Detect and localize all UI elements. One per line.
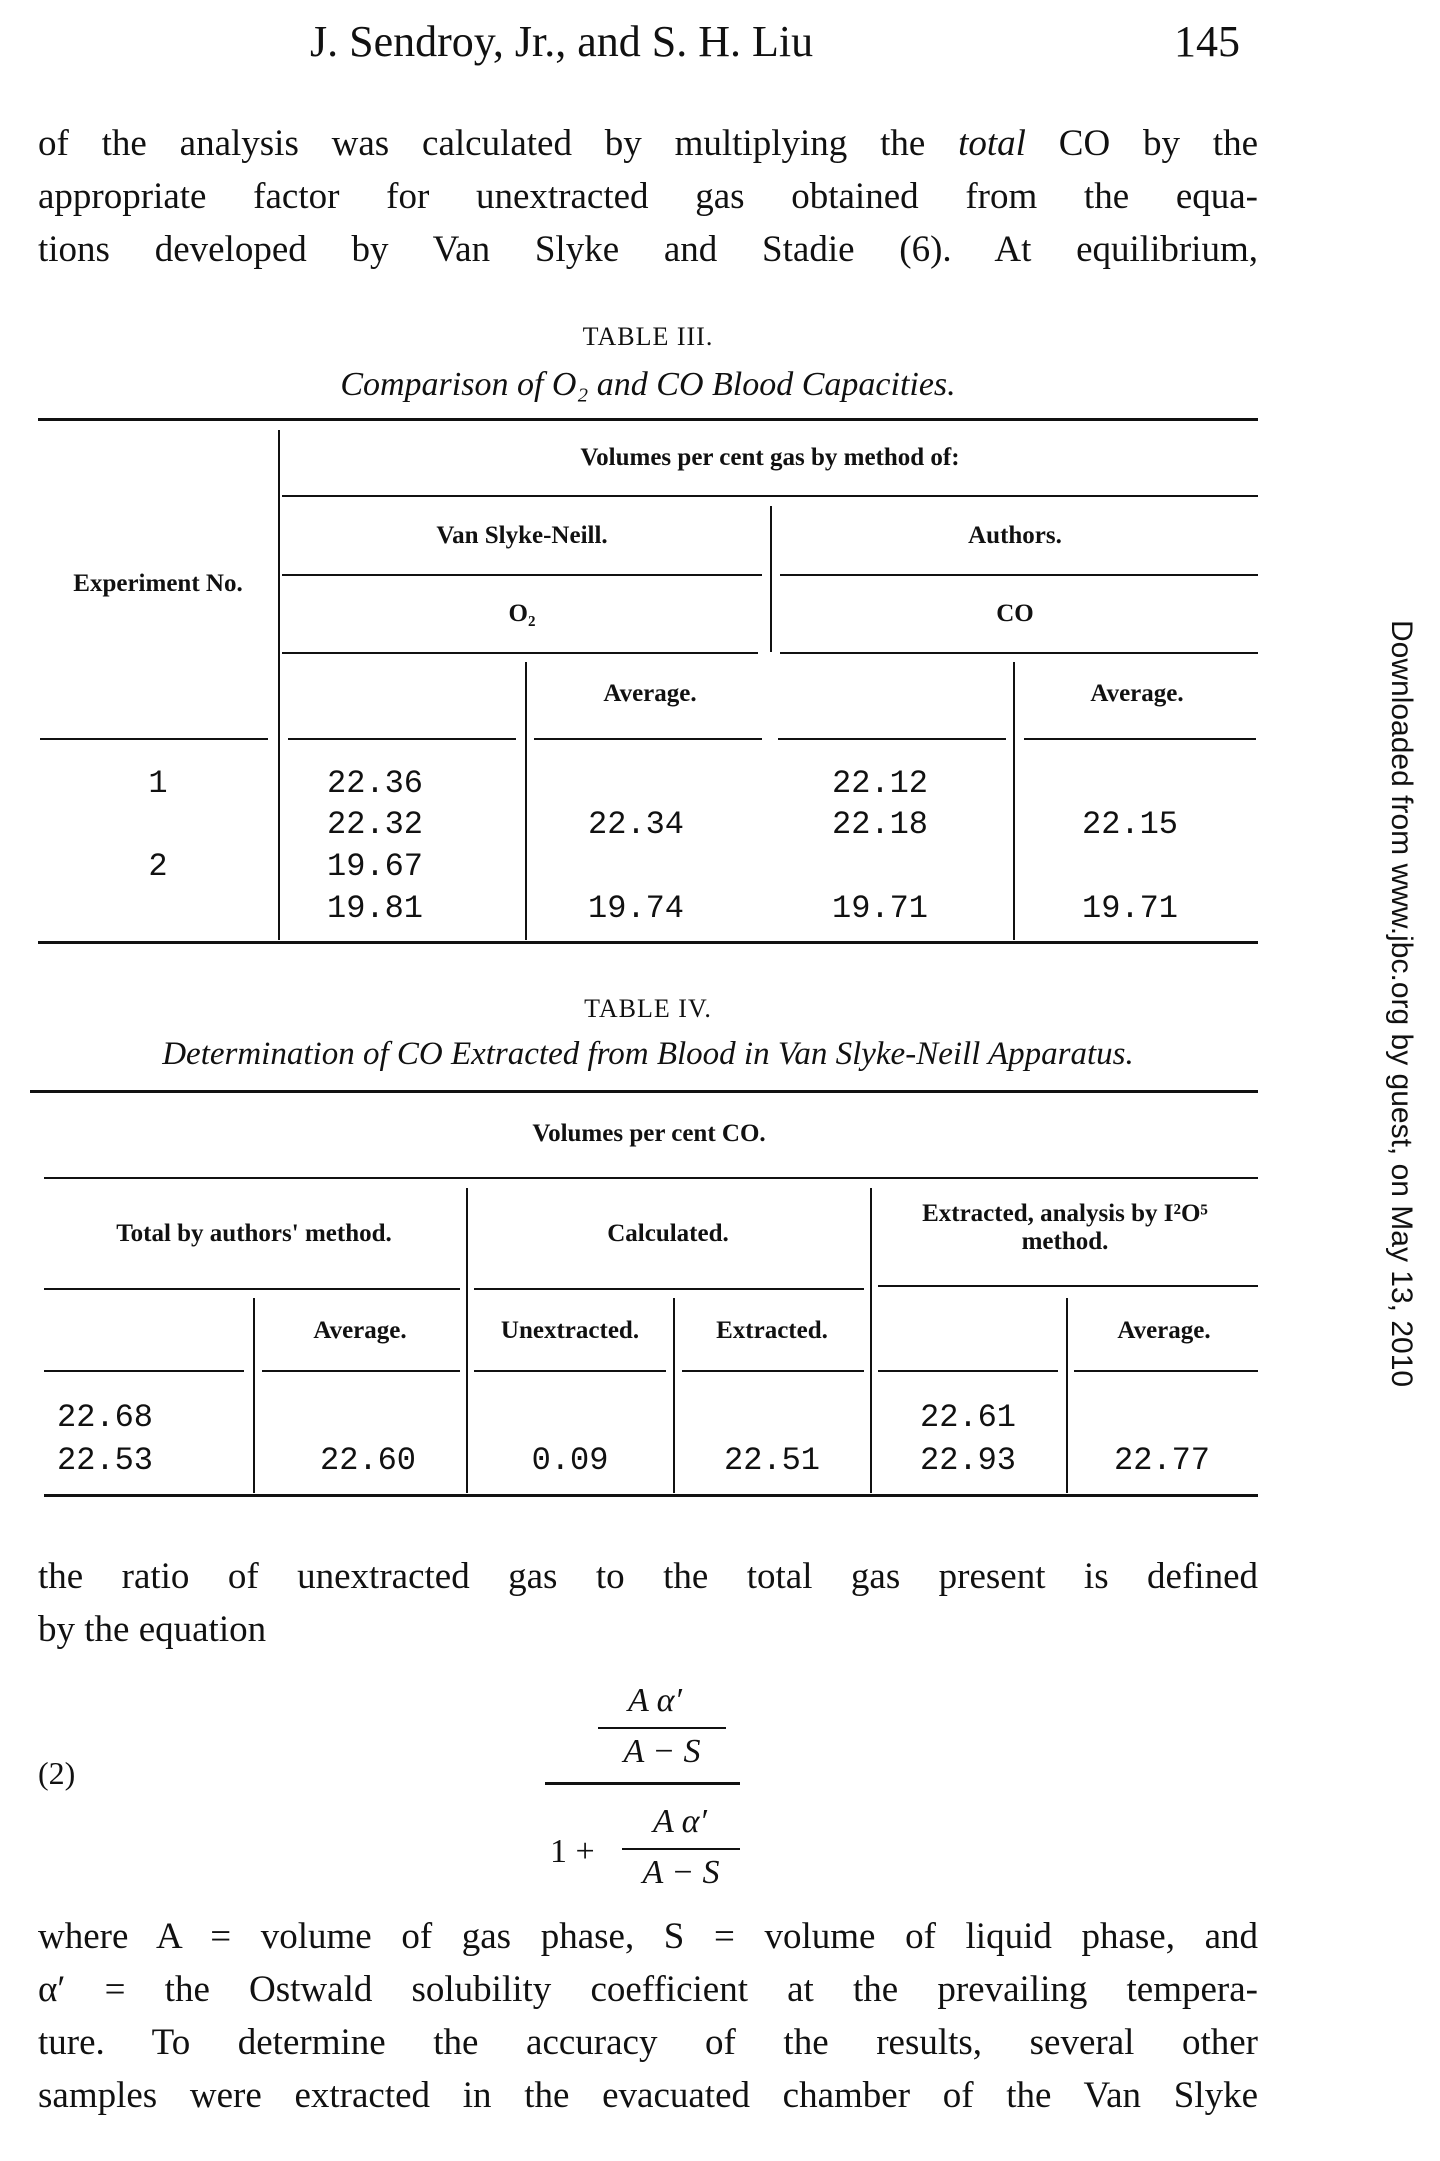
o2-value: 22.32	[326, 806, 423, 843]
text-line: the ratio of unextracted gas to the total gas present is defined	[38, 1556, 1258, 1597]
table3-gas-right: CO	[996, 600, 1034, 627]
main-fraction-bar	[545, 1782, 740, 1785]
experiment-no: 2	[148, 848, 168, 885]
total-average: 22.60	[319, 1442, 416, 1479]
table-rule	[1074, 1370, 1258, 1372]
total-value: 22.68	[56, 1399, 153, 1436]
co-average: 19.71	[1081, 890, 1178, 927]
table4-col-calculated: Calculated.	[607, 1220, 729, 1247]
table-rule	[682, 1370, 864, 1372]
table-rule	[288, 738, 516, 740]
table3-label: TABLE III.	[582, 322, 714, 351]
o2-value: 19.67	[326, 848, 423, 885]
download-note	[1378, 620, 1418, 1520]
table-rule	[534, 738, 762, 740]
text-line: where A = volume of gas phase, S = volume of liquid phase, and	[38, 1916, 1258, 1957]
table-rule	[1066, 1298, 1068, 1493]
table-rule	[778, 738, 1006, 740]
text-line: tions developed by Van Slyke and Stadie (6). At equilibrium,	[38, 229, 1258, 270]
total-value: 22.53	[56, 1442, 153, 1479]
co-value: 22.18	[831, 806, 928, 843]
text-run: of the analysis was calculated by multiplying the	[38, 123, 959, 164]
table-rule	[1024, 738, 1256, 740]
fraction-bar	[622, 1848, 740, 1850]
table-rule	[30, 1090, 1258, 1093]
table-rule	[40, 738, 268, 740]
table-rule	[44, 1370, 244, 1372]
table4-span-header: Volumes per cent CO.	[532, 1120, 766, 1147]
table4-col-extracted: Extracted, analysis by I²O⁵ method.	[922, 1200, 1208, 1255]
eq-one-plus: 1 +	[550, 1833, 595, 1870]
extracted-calc-value: 22.51	[723, 1442, 820, 1479]
table-rule	[282, 495, 1258, 497]
table3-gas-left: O₂	[508, 600, 536, 627]
equation-number: (2)	[38, 1755, 76, 1791]
fraction-bar	[598, 1727, 726, 1729]
table-rule	[44, 1494, 1258, 1497]
table4-title: Determination of CO Extracted from Blood in Van Slyke-Neill Apparatus.	[162, 1036, 1134, 1072]
table-rule	[780, 652, 1258, 654]
download-note-text: Downloaded from www.jbc.org by guest, on May 13, 2010	[1385, 620, 1418, 1388]
eq-denominator: A − S	[623, 1733, 701, 1770]
table-rule	[474, 1370, 666, 1372]
table3-span-header: Volumes per cent gas by method of:	[580, 444, 960, 471]
o2-average: 22.34	[587, 806, 684, 843]
table3-method-left: Van Slyke-Neill.	[436, 522, 608, 549]
co-average: 22.15	[1081, 806, 1178, 843]
table-rule	[278, 430, 280, 940]
table-rule	[1013, 662, 1015, 940]
table-rule	[262, 1370, 460, 1372]
co-value: 22.12	[831, 765, 928, 802]
page-number: 145	[1174, 17, 1240, 66]
table4-sub-average: Average.	[313, 1317, 407, 1344]
o2-value: 19.81	[326, 890, 423, 927]
o2-average: 19.74	[587, 890, 684, 927]
table-rule	[878, 1370, 1058, 1372]
text-line: samples were extracted in the evacuated chamber of the Van Slyke	[38, 2075, 1258, 2116]
table3-method-right: Authors.	[968, 522, 1062, 549]
table-rule	[282, 574, 762, 576]
table4-sub-extracted: Extracted.	[716, 1317, 828, 1344]
table4-col-total: Total by authors' method.	[116, 1220, 392, 1247]
table-rule	[780, 574, 1258, 576]
text-run: CO by the	[1025, 123, 1258, 164]
text-line	[38, 117, 1258, 170]
table-rule	[38, 418, 1258, 421]
paragraph-definitions	[38, 1910, 1258, 2122]
table-rule	[253, 1298, 255, 1493]
table-rule	[525, 662, 527, 940]
table-rule	[282, 652, 758, 654]
unextracted-value: 0.09	[531, 1442, 609, 1479]
text-line: ture. To determine the accuracy of the results, several other	[38, 2022, 1258, 2063]
experiment-no: 1	[148, 765, 168, 802]
paragraph-ratio	[38, 1550, 1258, 1656]
table-rule	[878, 1285, 1258, 1287]
emphasis: total	[958, 123, 1026, 164]
table-rule	[870, 1188, 872, 1493]
table3-average-co: Average.	[1090, 680, 1184, 707]
eq-numerator: A α′	[628, 1682, 682, 1719]
table-rule	[44, 1177, 1258, 1179]
text-line: α′ = the Ostwald solubility coefficient at the prevailing tempera-	[38, 1969, 1258, 2010]
table4-sub-unextracted: Unextracted.	[500, 1317, 640, 1344]
eq-inner-denominator: A − S	[642, 1854, 720, 1891]
extracted-value: 22.61	[919, 1399, 1016, 1436]
eq-inner-numerator: A α′	[653, 1803, 707, 1840]
table3-row-header: Experiment No.	[73, 570, 243, 597]
o2-value: 22.36	[326, 765, 423, 802]
co-value: 19.71	[831, 890, 928, 927]
table4-sub-average-2: Average.	[1117, 1317, 1211, 1344]
table-rule	[673, 1298, 675, 1493]
table-rule	[44, 1288, 460, 1290]
table-rule	[474, 1288, 864, 1290]
extracted-average: 22.77	[1113, 1442, 1210, 1479]
header-authors: J. Sendroy, Jr., and S. H. Liu	[310, 17, 814, 66]
table-rule	[38, 941, 1258, 944]
table3-average-o2: Average.	[603, 680, 697, 707]
table3-title: Comparison of O₂ and CO Blood Capacities.	[340, 366, 956, 403]
extracted-value: 22.93	[919, 1442, 1016, 1479]
table4-label: TABLE IV.	[584, 994, 712, 1023]
running-header	[310, 8, 1240, 68]
text-line: appropriate factor for unextracted gas obtained from the equa-	[38, 176, 1258, 217]
text-line: by the equation	[38, 1609, 267, 1650]
paragraph-intro	[38, 117, 1258, 276]
